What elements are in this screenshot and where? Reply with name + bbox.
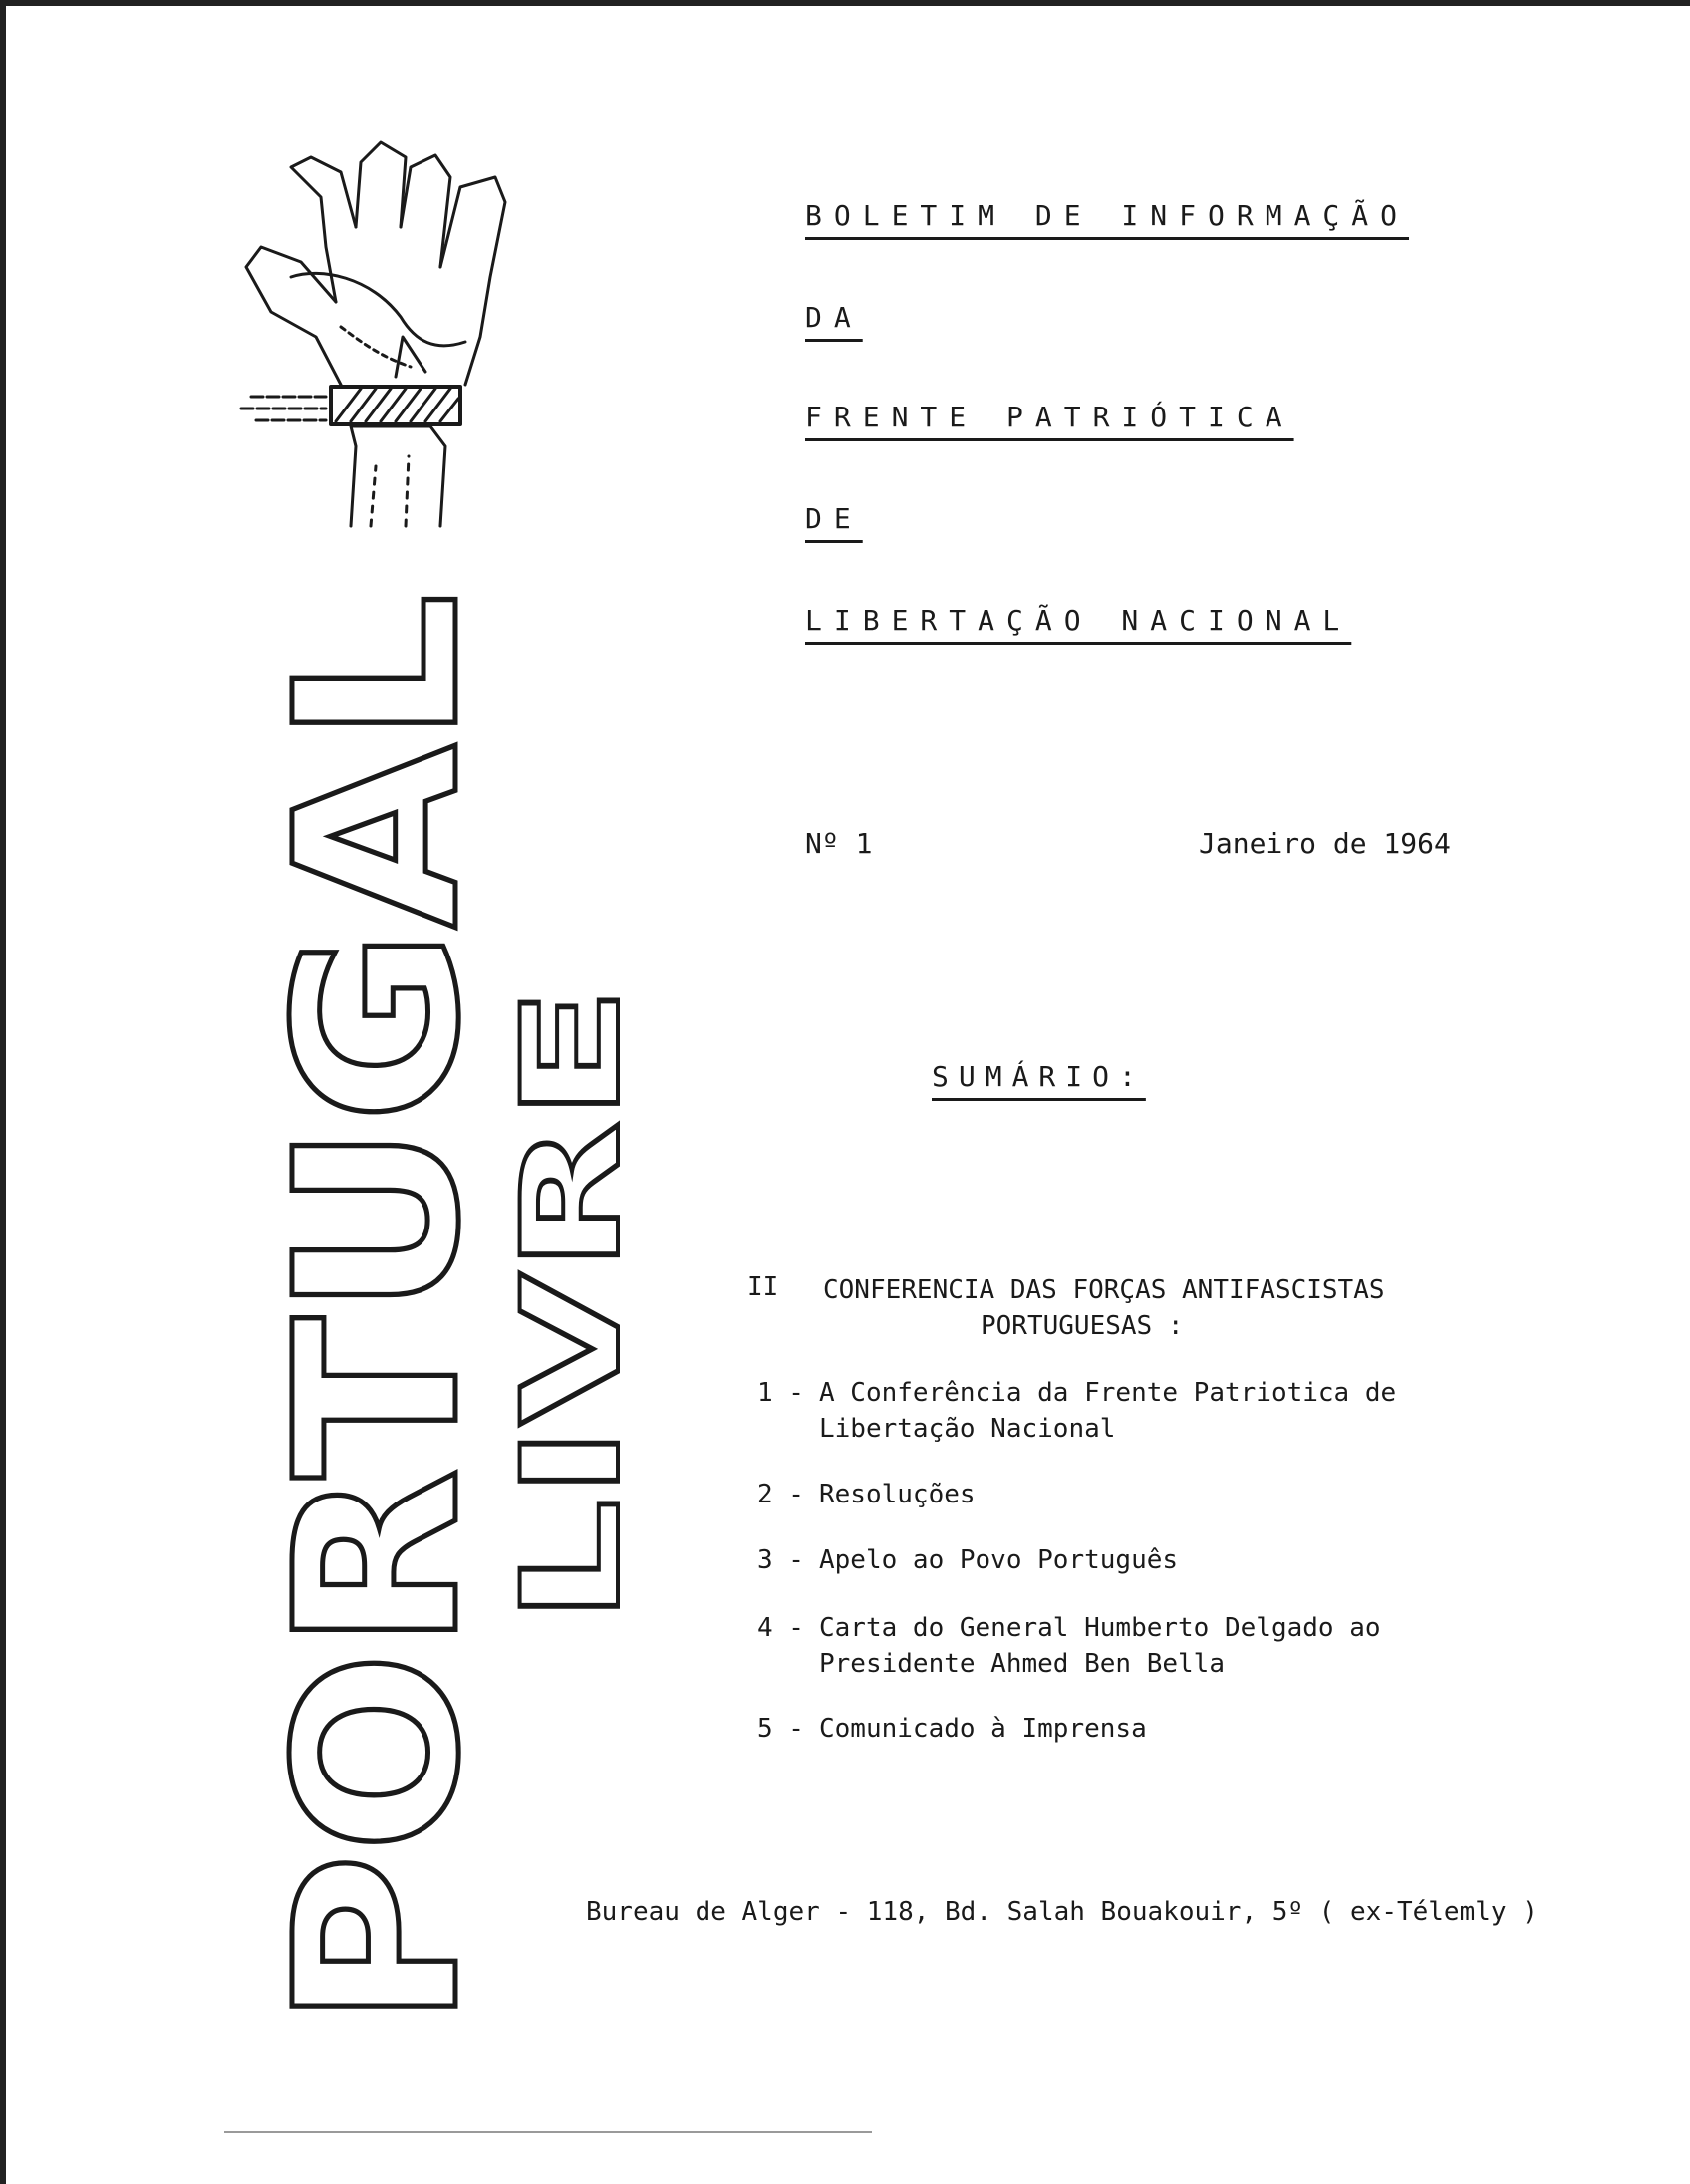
header-line-1: BOLETIM DE INFORMAÇÃO bbox=[805, 199, 1410, 232]
summary-item-number: 3 - bbox=[757, 1545, 804, 1575]
summary-item-text: Apelo ao Povo Português bbox=[819, 1545, 1179, 1575]
footer-divider bbox=[224, 2131, 872, 2133]
header-line-4: DE bbox=[805, 502, 863, 535]
section-number: II bbox=[747, 1272, 779, 1302]
summary-item-text: Carta do General Humberto Delgado ao Presidente Ahmed Ben Bella bbox=[819, 1613, 1381, 1679]
issue-date: Janeiro de 1964 bbox=[1199, 827, 1451, 860]
section-title-line-1: CONFERENCIA DAS FORÇAS ANTIFASCISTAS bbox=[823, 1275, 1385, 1305]
summary-item-number: 5 - bbox=[757, 1714, 804, 1744]
header-line-2: DA bbox=[805, 301, 863, 334]
masthead-title bbox=[164, 588, 650, 2028]
masthead-word-livre: LIVRE bbox=[493, 1189, 650, 1624]
page-edge-top bbox=[0, 0, 1690, 6]
office-address: Bureau de Alger - 118, Bd. Salah Bouakouir, 5º ( ex-Télemly ) bbox=[586, 1897, 1538, 1927]
summary-item-text: A Conferência da Frente Patriotica de Libertação Nacional bbox=[819, 1378, 1397, 1444]
summary-item-number: 1 - bbox=[757, 1378, 804, 1408]
summary-item bbox=[757, 1375, 1535, 1447]
summary-item-number: 4 - bbox=[757, 1613, 804, 1643]
summary-item-number: 2 - bbox=[757, 1480, 804, 1509]
masthead-title-graphic bbox=[164, 588, 650, 2028]
summary-item bbox=[757, 1610, 1535, 1682]
section-title bbox=[823, 1272, 1461, 1344]
page-edge-left bbox=[0, 0, 6, 2184]
summary-item bbox=[757, 1477, 1535, 1512]
summary-title: SUMÁRIO: bbox=[932, 1060, 1146, 1093]
summary-item-text: Resoluções bbox=[819, 1480, 976, 1509]
summary-item-text: Comunicado à Imprensa bbox=[819, 1714, 1147, 1744]
section-title-line-2: PORTUGUESAS : bbox=[981, 1311, 1184, 1341]
issue-number: Nº 1 bbox=[805, 827, 873, 860]
summary-item bbox=[757, 1542, 1535, 1578]
masthead-word-portugal: PORTUGAL bbox=[248, 675, 509, 2028]
header-line-5: LIBERTAÇÃO NACIONAL bbox=[805, 604, 1352, 637]
header-line-3: FRENTE PATRIÓTICA bbox=[805, 401, 1294, 433]
raised-fist-icon bbox=[231, 128, 610, 546]
summary-item bbox=[757, 1711, 1535, 1747]
